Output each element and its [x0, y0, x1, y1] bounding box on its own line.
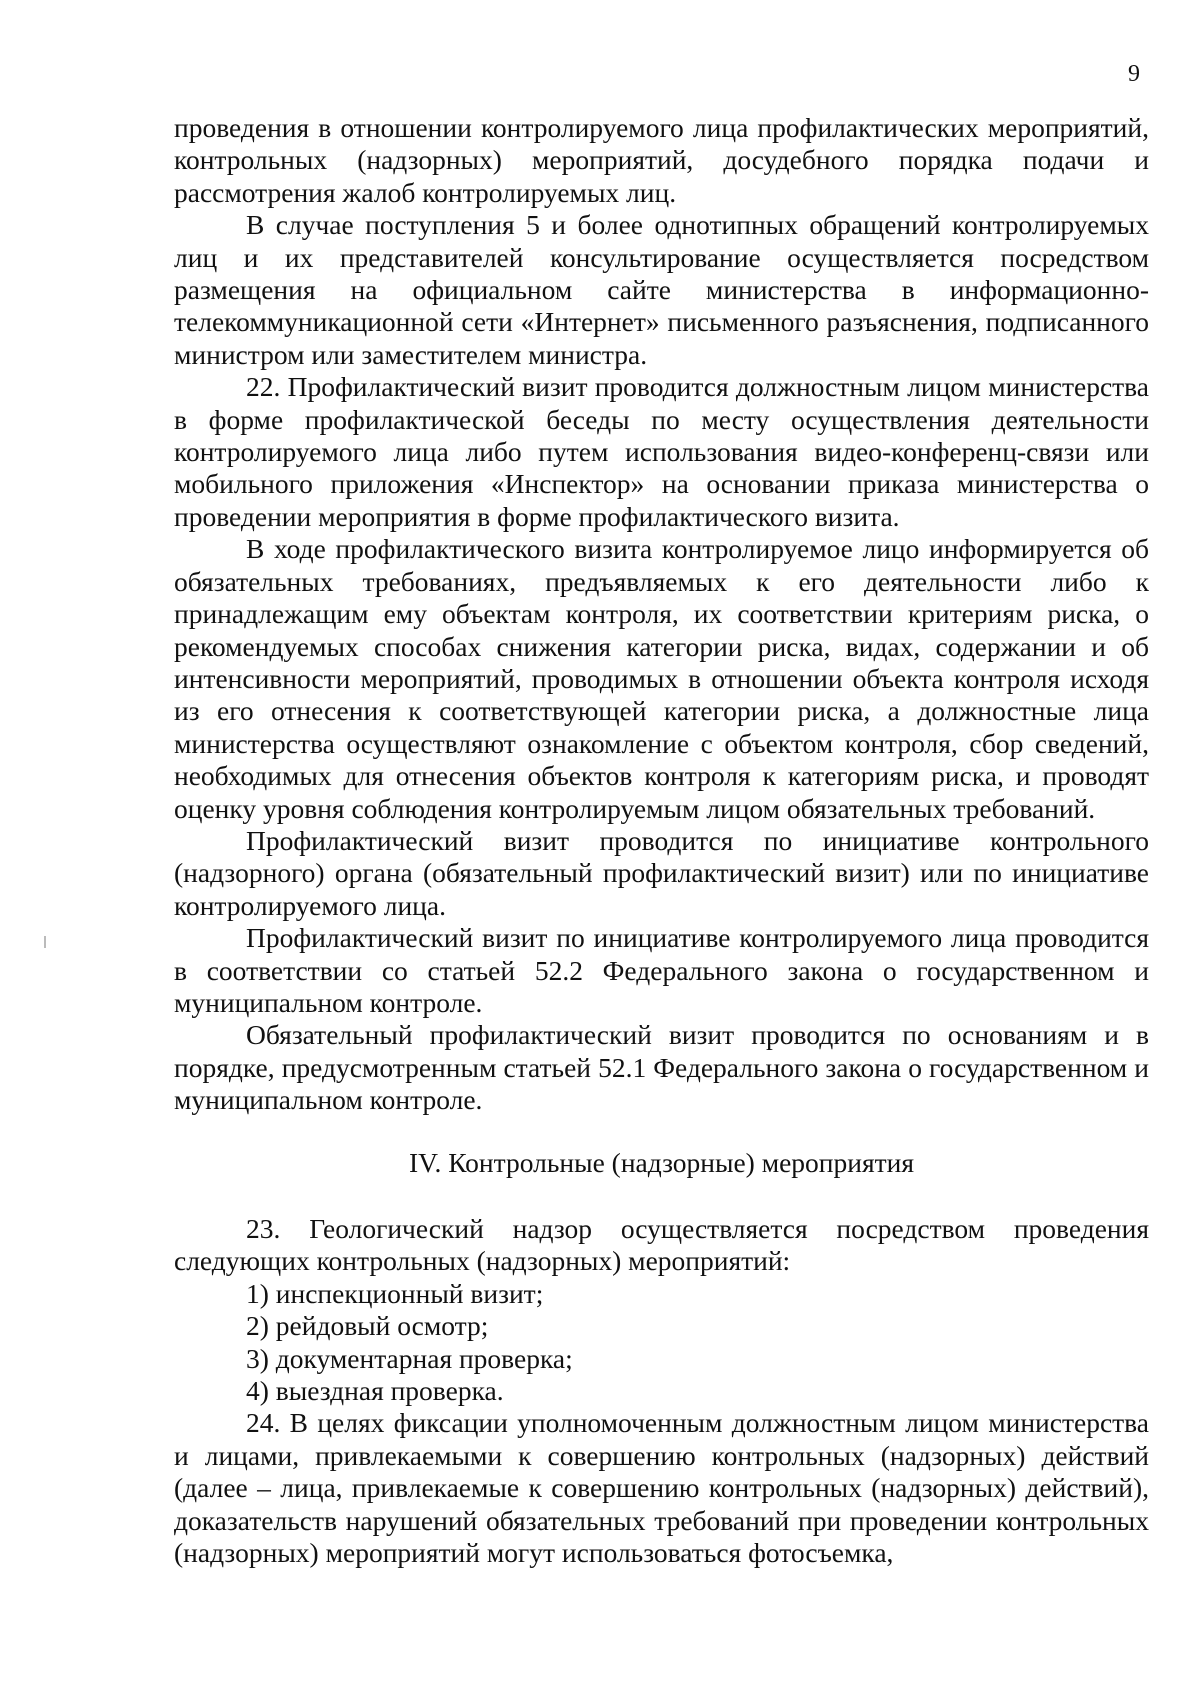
paragraph-23: 23. Геологический надзор осуществляется посредством проведения следующих контрольных (надзорных) мероприятий:: [174, 1213, 1149, 1277]
paragraph-22: 22. Профилактический визит проводится должностным лицом министерства в форме профилактической беседы по месту осуществления деятельности контролируемого лица либо путем использования видео-конференц-связи или мобильного приложения «Инспектор» на основании приказа министерства о проведении мероприятия в форме профилактического визита.: [174, 371, 1149, 532]
scan-margin-mark: [44, 936, 46, 948]
list-item: 4) выездная проверка.: [246, 1375, 504, 1407]
document-body: [174, 112, 1149, 1569]
paragraph-consultation: В случае поступления 5 и более однотипных обращений контролируемых лиц и их представителей консультирование осуществляется посредством размещения на официальном сайте министерства в информационно-телекоммуникационной сети «Интернет» письменного разъяснения, подписанного министром или заместителем министра.: [174, 209, 1149, 370]
list-item: 3) документарная проверка;: [246, 1342, 573, 1374]
section-heading: IV. Контрольные (надзорные) мероприятия: [408, 1146, 915, 1178]
paragraph-24: 24. В целях фиксации уполномоченным должностным лицом министерства и лицами, привлекаемыми к совершению контрольных (надзорных) действий (далее – лица, привлекаемые к совершению контрольных (надзорных) действий), доказательств нарушений обязательных требований при проведении контрольных (надзорных) мероприятий могут использоваться фотосъемка,: [174, 1407, 1149, 1569]
paragraph-continuation: проведения в отношении контролируемого лица профилактических мероприятий, контрольных (надзорных) мероприятий, досудебного порядка подачи и рассмотрения жалоб контролируемых лиц.: [174, 112, 1149, 208]
paragraph-visit-article-52-2: Профилактический визит по инициативе контролируемого лица проводится в соответствии со статьей 52.2 Федерального закона о государственном и муниципальном контроле.: [174, 922, 1149, 1018]
paragraph-visit-info: В ходе профилактического визита контролируемое лицо информируется об обязательных требованиях, предъявляемых к его деятельности либо к принадлежащим ему объектам контроля, их соответствии критериям риска, о рекомендуемых способах снижения категории риска, видах, содержании и об интенсивности мероприятий, проводимых в отношении объекта контроля исходя из его отнесения к соответствующей категории риска, а должностные лица министерства осуществляют ознакомление с объектом контроля, сбор сведений, необходимых для отнесения объектов контроля к категориям риска, и проводят оценку уровня соблюдения контролируемым лицом обязательных требований.: [174, 533, 1149, 824]
list-item: 2) рейдовый осмотр;: [246, 1310, 489, 1342]
page-number: 9: [1128, 61, 1140, 87]
paragraph-visit-article-52-1: Обязательный профилактический визит проводится по основаниям и в порядке, предусмотренным статьей 52.1 Федерального закона о государственном и муниципальном контроле.: [174, 1019, 1149, 1116]
list-item: 1) инспекционный визит;: [246, 1277, 544, 1309]
paragraph-visit-initiative: Профилактический визит проводится по инициативе контрольного (надзорного) органа (обязательный профилактический визит) или по инициативе контролируемого лица.: [174, 824, 1149, 921]
